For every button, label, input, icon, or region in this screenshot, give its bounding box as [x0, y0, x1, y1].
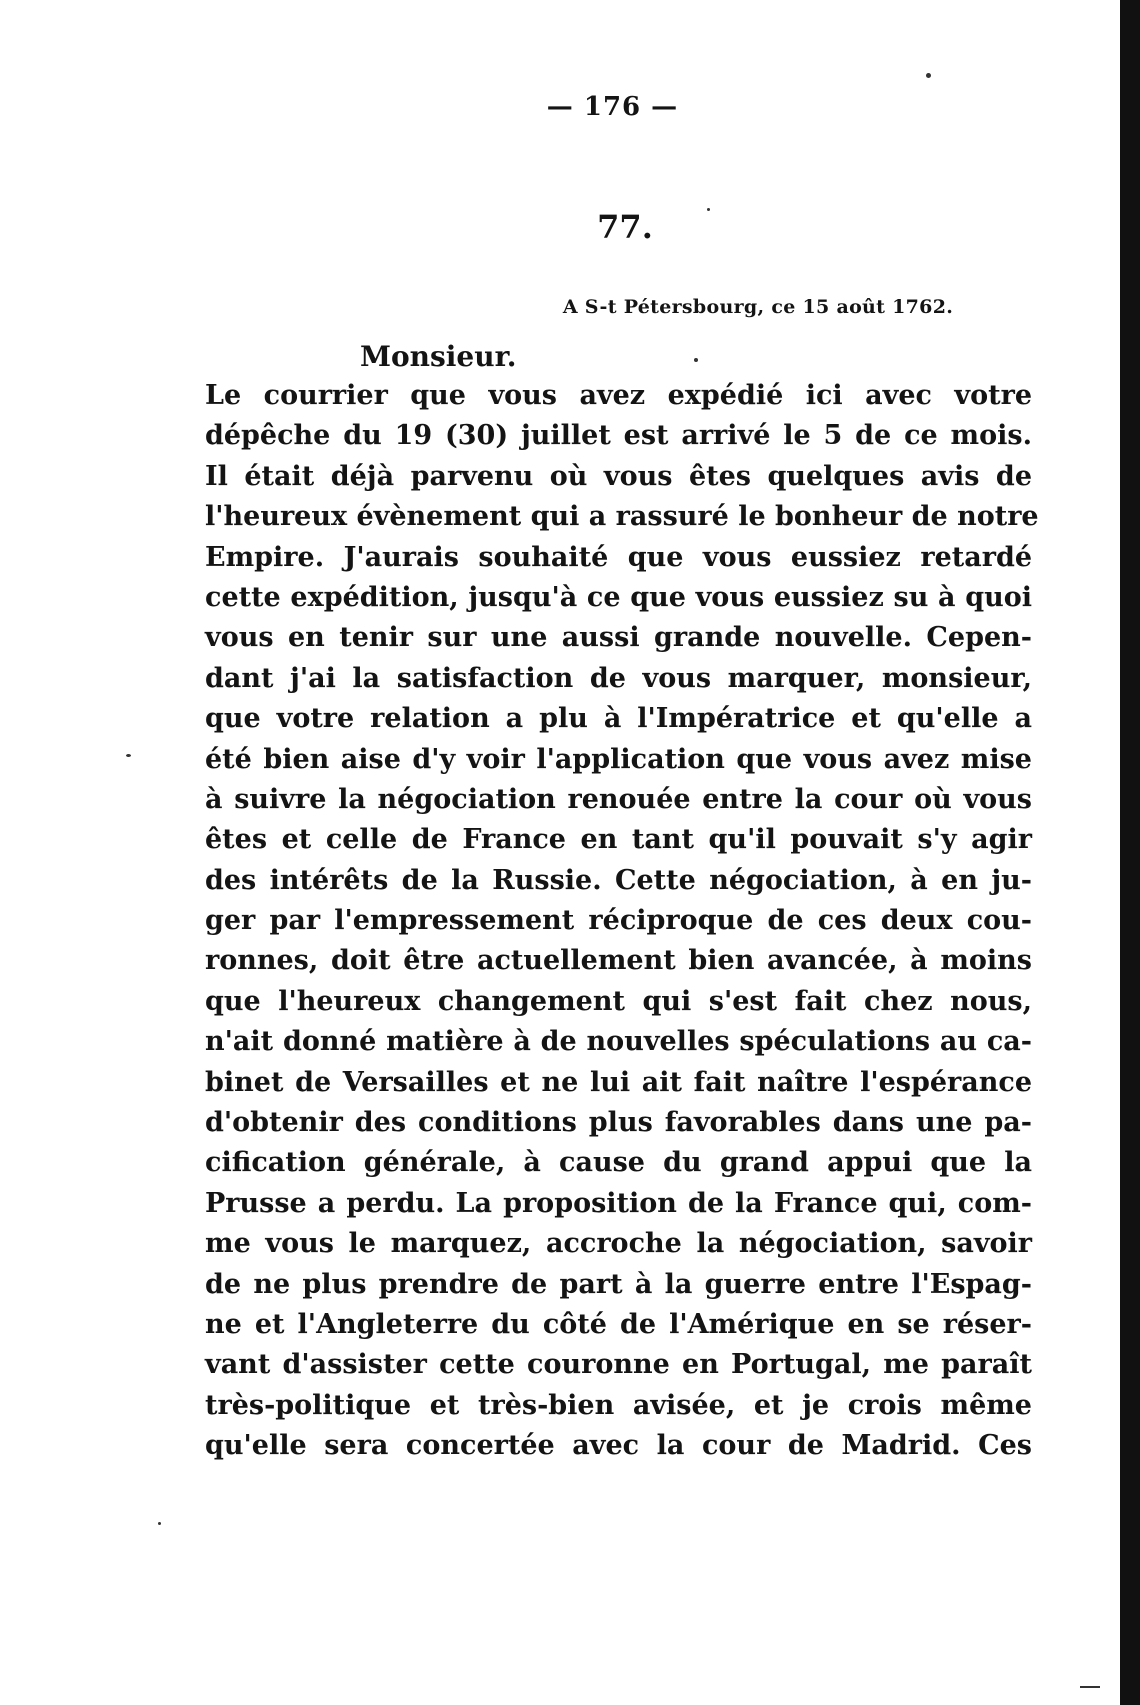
body-line: vous en tenir sur une aussi grande nouvelle. Cepen- — [205, 622, 1032, 654]
body-line: dant j'ai la satisfaction de vous marquer, monsieur, — [205, 662, 1032, 694]
body-line: qu'elle sera concertée avec la cour de Madrid. Ces — [205, 1430, 1032, 1462]
body-line: très-politique et très-bien avisée, et je crois même — [205, 1389, 1032, 1421]
body-line: cette expédition, jusqu'à ce que vous eussiez su à quoi — [205, 581, 1032, 613]
salutation: Monsieur. — [360, 340, 517, 373]
letter-body — [205, 376, 1039, 1467]
body-line: à suivre la négociation renouée entre la cour où vous — [205, 783, 1032, 815]
body-line: Il était déjà parvenu où vous êtes quelques avis de — [205, 460, 1032, 492]
body-line: l'heureux évènement qui a rassuré le bonheur de notre — [205, 501, 1039, 533]
body-line: binet de Versailles et ne lui ait fait naître l'espérance — [205, 1066, 1032, 1098]
body-line: êtes et celle de France en tant qu'il pouvait s'y agir — [205, 824, 1032, 856]
body-line: dépêche du 19 (30) juillet est arrivé le 5 de ce mois. — [205, 420, 1032, 452]
body-line: n'ait donné matière à de nouvelles spéculations au ca- — [205, 1026, 1032, 1058]
body-line: des intérêts de la Russie. Cette négociation, à en ju- — [205, 864, 1032, 896]
body-line: Le courrier que vous avez expédié ici avec votre — [205, 380, 1032, 411]
body-line: que votre relation a plu à l'Impératrice et qu'elle a — [205, 703, 1032, 735]
letter-number: 77. — [597, 208, 653, 246]
body-line: me vous le marquez, accroche la négociation, savoir — [205, 1228, 1032, 1260]
body-line: de ne plus prendre de part à la guerre entre l'Espag- — [205, 1268, 1032, 1300]
body-line: que l'heureux changement qui s'est fait chez nous, — [205, 985, 1032, 1017]
scan-speck — [926, 73, 931, 78]
body-line: d'obtenir des conditions plus favorables dans une pa- — [205, 1107, 1032, 1139]
scan-speck — [707, 208, 710, 211]
body-line: ne et l'Angleterre du côté de l'Amérique en se réser- — [205, 1308, 1032, 1340]
body-line: été bien aise d'y voir l'application que vous avez mise — [205, 743, 1032, 775]
scan-speck — [158, 1522, 161, 1525]
body-line: ger par l'empressement réciproque de ces deux cou- — [205, 905, 1032, 937]
scan-speck — [1080, 1686, 1100, 1688]
body-line: Prusse a perdu. La proposition de la France qui, com- — [205, 1187, 1032, 1219]
body-line: vant d'assister cette couronne en Portugal, me paraît — [205, 1349, 1032, 1381]
scan-page-edge — [1120, 0, 1140, 1705]
body-line: Empire. J'aurais souhaité que vous eussiez retardé — [205, 541, 1032, 573]
scan-speck — [694, 358, 698, 362]
page-number: — 176 — — [546, 92, 679, 122]
dateline: A S-t Pétersbourg, ce 15 août 1762. — [562, 296, 954, 318]
body-line: ronnes, doit être actuellement bien avancée, à moins — [205, 945, 1032, 977]
scan-speck — [126, 754, 131, 757]
body-line: cification générale, à cause du grand appui que la — [205, 1147, 1032, 1179]
